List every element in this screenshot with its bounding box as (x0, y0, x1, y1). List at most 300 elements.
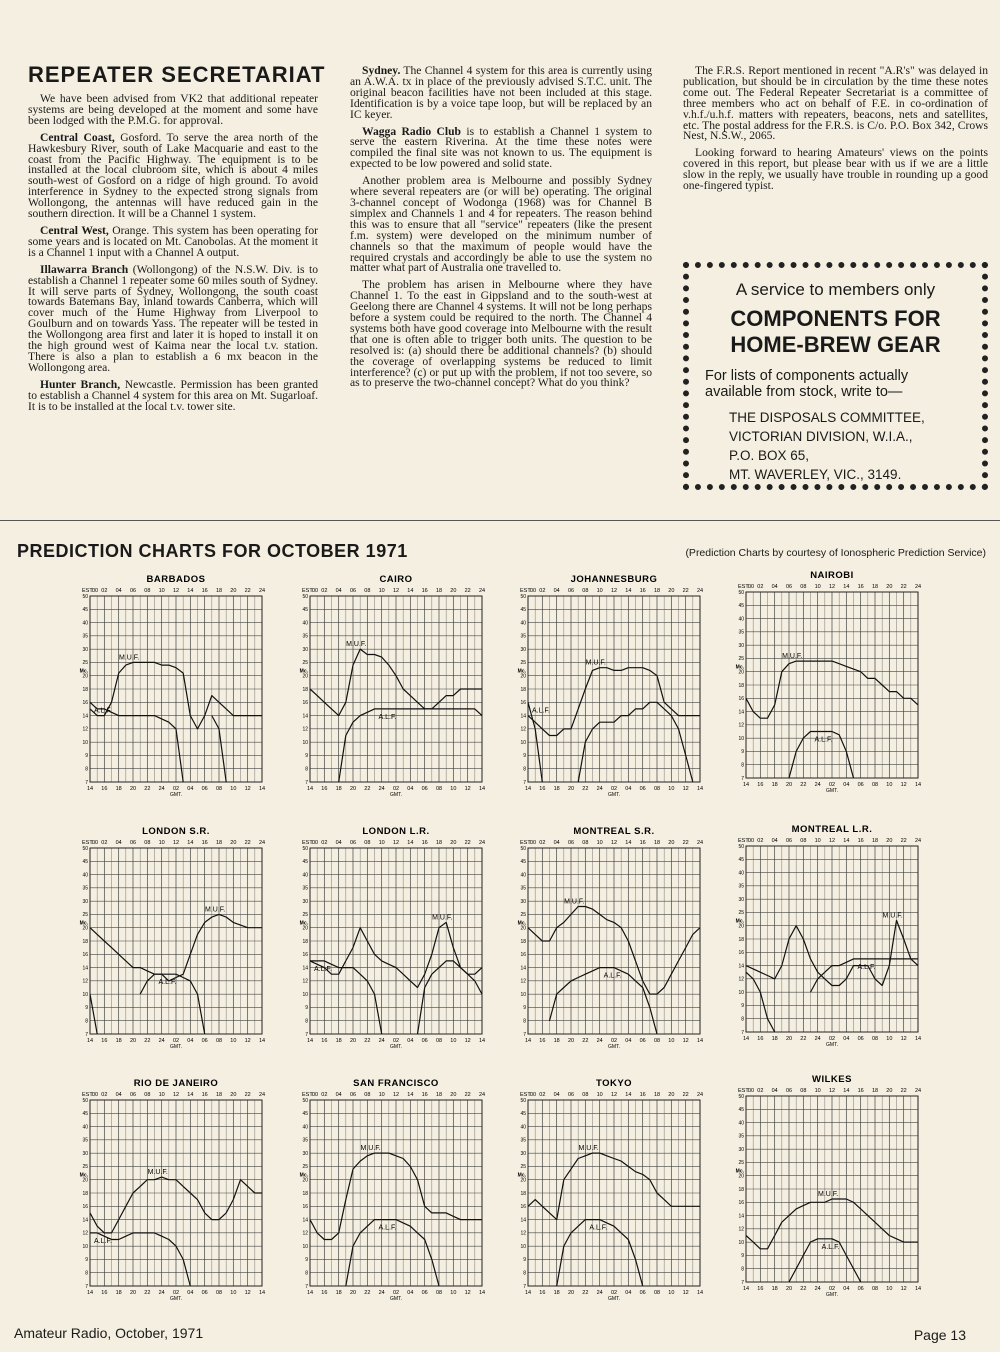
y-tick-label: 16 (738, 1200, 744, 1207)
y-tick-label: 35 (302, 633, 308, 640)
gmt-tick-label: 16 (757, 782, 764, 788)
est-tick-label: 10 (596, 840, 603, 846)
gmt-tick-label: 08 (871, 1036, 879, 1042)
chart-title: WILKES (812, 1074, 852, 1085)
chart-svg (299, 570, 492, 810)
gmt-tick-label: 04 (187, 786, 194, 792)
y-tick-label: 10 (302, 991, 308, 998)
paragraph-lead: Wagga Radio Club (362, 124, 461, 138)
est-tick-label: 24 (478, 588, 486, 594)
y-tick-label: 14 (520, 713, 526, 720)
y-tick-label: 8 (741, 1266, 744, 1273)
est-tick-label: 20 (230, 840, 237, 846)
y-tick-label: 40 (520, 1124, 526, 1131)
y-tick-label: 35 (738, 1133, 744, 1140)
y-tick-label: 16 (738, 696, 744, 703)
est-tick-label: 02 (101, 588, 108, 594)
charts-credit: (Prediction Charts by courtesy of Ionospheric Prediction Service) (685, 547, 986, 559)
gmt-tick-label: 16 (321, 1038, 328, 1044)
y-tick-label: 16 (82, 1204, 88, 1211)
y-tick-label: 18 (82, 938, 88, 945)
gmt-tick-label: 22 (582, 1038, 589, 1044)
gmt-tick-label: 10 (886, 1036, 893, 1042)
est-tick-label: 20 (450, 840, 457, 846)
est-tick-label: 10 (378, 840, 385, 846)
est-tick-label: 10 (158, 1092, 165, 1098)
paragraph-lead: Illawarra Branch (40, 262, 129, 276)
y-unit-label: Mc. (735, 1168, 744, 1175)
gmt-tick-label: 02 (610, 786, 618, 792)
est-tick-label: 00 (747, 1088, 755, 1094)
est-tick-label: 22 (244, 588, 251, 594)
est-tick-label: 22 (682, 588, 689, 594)
y-tick-label: 30 (520, 1150, 526, 1157)
est-tick-label: 22 (464, 1092, 471, 1098)
est-tick-label: 14 (407, 840, 414, 846)
est-axis-label: EST. (82, 588, 94, 594)
y-tick-label: 45 (520, 1111, 526, 1118)
y-tick-label: 30 (302, 1150, 308, 1157)
y-tick-label: 40 (82, 872, 88, 879)
est-tick-label: 00 (311, 588, 319, 594)
est-tick-label: 18 (653, 840, 661, 846)
est-axis-label: EST. (520, 1092, 532, 1098)
y-tick-label: 40 (520, 620, 526, 627)
est-tick-label: 04 (335, 1092, 342, 1098)
y-tick-label: 25 (738, 1160, 744, 1167)
gmt-tick-label: 02 (610, 1290, 618, 1296)
article-column-3 (683, 66, 988, 198)
y-tick-label: 40 (302, 872, 308, 879)
alf-label: A.L.F. (158, 979, 177, 987)
y-tick-label: 18 (738, 1186, 744, 1193)
paragraph (350, 280, 652, 389)
y-tick-label: 8 (305, 766, 308, 773)
gmt-tick-label: 12 (682, 1290, 689, 1296)
y-tick-label: 18 (302, 938, 308, 945)
est-tick-label: 20 (886, 838, 893, 844)
est-tick-label: 24 (258, 588, 266, 594)
gmt-tick-label: 22 (364, 1038, 371, 1044)
advert-address-line-4: MT. WAVERLEY, VIC., 3149. (729, 467, 902, 482)
gmt-tick-label: 06 (857, 1286, 864, 1292)
est-tick-label: 10 (596, 1092, 603, 1098)
gmt-tick-label: 24 (814, 1036, 821, 1042)
y-tick-label: 45 (520, 607, 526, 614)
gmt-tick-label: 12 (900, 1036, 907, 1042)
gmt-tick-label: 20 (349, 786, 357, 792)
y-tick-label: 50 (302, 845, 308, 852)
advert-headline (689, 306, 982, 358)
est-tick-label: 14 (407, 588, 414, 594)
y-tick-label: 10 (302, 739, 308, 746)
est-tick-label: 00 (529, 1092, 537, 1098)
gmt-tick-label: 22 (800, 782, 807, 788)
gmt-tick-label: 20 (129, 1038, 137, 1044)
y-tick-label: 7 (523, 1031, 526, 1038)
alf-label: A.L.F. (94, 707, 112, 715)
gmt-tick-label: 20 (785, 1286, 793, 1292)
chart-title: SAN FRANCISCO (353, 1078, 439, 1089)
est-tick-label: 08 (582, 1092, 589, 1098)
y-tick-label: 12 (302, 1230, 308, 1237)
y-tick-label: 14 (738, 963, 744, 970)
gmt-tick-label: 22 (582, 1290, 589, 1296)
est-tick-label: 24 (258, 1092, 266, 1098)
paragraph (683, 148, 988, 192)
y-tick-label: 16 (520, 1204, 526, 1211)
est-tick-label: 20 (668, 1092, 675, 1098)
y-tick-label: 40 (82, 1124, 88, 1131)
gmt-tick-label: 04 (625, 786, 632, 792)
y-tick-label: 45 (302, 1111, 308, 1118)
y-tick-label: 14 (520, 965, 526, 972)
y-tick-label: 8 (305, 1270, 308, 1277)
y-tick-label: 14 (302, 965, 308, 972)
y-tick-label: 8 (523, 1018, 526, 1025)
prediction-chart (517, 1074, 710, 1314)
gmt-axis-label: GMT. (170, 1296, 182, 1302)
gmt-tick-label: 08 (435, 786, 443, 792)
y-tick-label: 18 (82, 1190, 88, 1197)
y-tick-label: 16 (302, 700, 308, 707)
est-tick-label: 02 (321, 840, 328, 846)
est-tick-label: 14 (187, 840, 194, 846)
y-tick-label: 40 (302, 1124, 308, 1131)
alf-label: A.L.F. (589, 1224, 608, 1232)
est-tick-label: 16 (421, 1092, 428, 1098)
est-tick-label: 18 (653, 588, 661, 594)
y-tick-label: 8 (85, 766, 88, 773)
est-tick-label: 22 (900, 1088, 907, 1094)
gmt-tick-label: 18 (771, 1286, 778, 1292)
advert-body-line-1: For lists of components actually (705, 368, 909, 384)
gmt-tick-label: 04 (843, 1286, 850, 1292)
gmt-tick-label: 24 (596, 786, 603, 792)
est-tick-label: 14 (843, 838, 850, 844)
est-tick-label: 00 (91, 588, 99, 594)
gmt-tick-label: 02 (828, 782, 836, 788)
gmt-tick-label: 06 (421, 1290, 428, 1296)
gmt-tick-label: 24 (596, 1038, 603, 1044)
y-tick-label: 35 (82, 885, 88, 892)
est-axis-label: EST. (738, 838, 750, 844)
gmt-tick-label: 14 (914, 1286, 922, 1292)
gmt-tick-label: 10 (668, 1038, 675, 1044)
est-tick-label: 12 (172, 588, 180, 594)
est-tick-label: 14 (625, 588, 632, 594)
est-tick-label: 10 (814, 584, 821, 590)
est-tick-label: 18 (215, 840, 223, 846)
y-tick-label: 7 (741, 1029, 744, 1036)
gmt-tick-label: 04 (625, 1290, 632, 1296)
advert-headline-line-1: COMPONENTS FOR (730, 306, 941, 331)
est-axis-label: EST. (738, 584, 750, 590)
gmt-tick-label: 16 (101, 786, 108, 792)
gmt-axis-label: GMT. (608, 1296, 620, 1302)
y-tick-label: 50 (302, 593, 308, 600)
y-tick-label: 12 (302, 726, 308, 733)
y-tick-label: 40 (302, 620, 308, 627)
y-tick-label: 16 (82, 952, 88, 959)
gmt-tick-label: 12 (244, 1290, 251, 1296)
y-tick-label: 10 (82, 1243, 88, 1250)
chart-svg (735, 820, 928, 1060)
gmt-tick-label: 14 (696, 1038, 704, 1044)
prediction-chart (79, 822, 272, 1062)
gmt-tick-label: 14 (478, 1290, 486, 1296)
gmt-tick-label: 06 (639, 786, 646, 792)
chart-svg (517, 822, 710, 1062)
y-tick-label: 25 (520, 660, 526, 667)
y-tick-label: 12 (738, 976, 744, 983)
paragraph-text: The problem has arisen in Melbourne where they have Channel 1. To the east in Gippsland and to the south-west at Geelong there are Channel 4 systems. It will not be long perhaps before a system could be required to the north. The Channel 4 systems both have good coverage into Melbourne with the result that one is often able to trigger both units. The question to be resolved is: (a) should there be additional channels? (b) should the coverage of overlapping systems be reduced to limit interference? (c) or put up with the problem, if not too severe, so as to preserve the two-channel concept? What do you think? (350, 278, 652, 390)
y-tick-label: 20 (738, 669, 744, 676)
est-tick-label: 08 (800, 838, 807, 844)
chart-svg (517, 1074, 710, 1314)
est-tick-label: 20 (886, 584, 893, 590)
alf-label: A.L.F. (814, 736, 833, 744)
prediction-chart (735, 1070, 928, 1310)
est-tick-label: 00 (529, 588, 537, 594)
est-tick-label: 20 (886, 1088, 893, 1094)
y-tick-label: 9 (741, 1253, 744, 1260)
alf-label: A.L.F. (532, 707, 550, 715)
y-tick-label: 40 (738, 1120, 744, 1127)
gmt-tick-label: 14 (742, 782, 750, 788)
y-unit-label: Mc. (735, 664, 744, 671)
chart-svg (735, 566, 928, 806)
est-tick-label: 22 (464, 840, 471, 846)
gmt-tick-label: 14 (86, 1038, 94, 1044)
alf-label: A.L.F. (857, 963, 876, 971)
y-tick-label: 10 (738, 989, 744, 996)
est-tick-label: 00 (311, 1092, 319, 1098)
est-tick-label: 12 (610, 588, 618, 594)
gmt-tick-label: 14 (258, 786, 266, 792)
est-tick-label: 18 (871, 838, 879, 844)
est-tick-label: 20 (450, 1092, 457, 1098)
article-title: REPEATER SECRETARIAT (28, 62, 326, 87)
est-tick-label: 12 (828, 1088, 836, 1094)
gmt-tick-label: 24 (378, 1290, 385, 1296)
est-tick-label: 08 (144, 1092, 151, 1098)
y-tick-label: 9 (305, 753, 308, 760)
gmt-axis-label: GMT. (826, 1292, 838, 1298)
est-tick-label: 04 (115, 1092, 122, 1098)
paragraph-text: Gosford. To serve the area north of the Hawkesbury River, south of Lake Macquarie and east to the coast from the Pacific Highway. The equipment is to be installed at the local clubroom site, which is about 4 miles south-west of Gosford on a ridge of high ground. To avoid interference in Sydney to the expected strong signals from Wollongong, the antennas will have reduced gain in the southern direction. It will be a Channel 1 system. (28, 130, 318, 221)
est-axis-label: EST. (520, 588, 532, 594)
y-tick-label: 18 (302, 686, 308, 693)
est-tick-label: 06 (349, 1092, 357, 1098)
est-tick-label: 24 (478, 840, 486, 846)
y-tick-label: 14 (738, 1213, 744, 1220)
est-tick-label: 08 (144, 588, 151, 594)
prediction-chart (299, 570, 492, 810)
paragraph-text: We have been advised from VK2 that additional repeater systems are being developed at the moment and some have been lodged with the P.M.G. for approval. (28, 92, 318, 127)
est-tick-label: 02 (539, 840, 546, 846)
est-tick-label: 00 (747, 838, 755, 844)
est-tick-label: 02 (321, 588, 328, 594)
paragraph-text: The Channel 4 system for this area is currently using an A.W.A. tx in place of the previously advised S.T.C. unit. The original beacon facilities have not been included at this stage. Identification is by a voice tape loop, but will be replaced by an IC keyer. (350, 64, 652, 121)
gmt-tick-label: 12 (464, 1038, 471, 1044)
gmt-tick-label: 08 (653, 1038, 661, 1044)
gmt-tick-label: 20 (567, 1038, 575, 1044)
advert-address-line-3: P.O. BOX 65, (729, 448, 810, 463)
est-tick-label: 18 (871, 584, 879, 590)
alf-label: A.L.F. (378, 1224, 397, 1232)
est-tick-label: 10 (158, 840, 165, 846)
y-tick-label: 8 (305, 1018, 308, 1025)
y-tick-label: 12 (82, 1230, 88, 1237)
paragraph (28, 223, 318, 259)
gmt-tick-label: 14 (478, 786, 486, 792)
est-axis-label: EST. (738, 1088, 750, 1094)
alf-label: A.L.F. (821, 1243, 840, 1251)
gmt-axis-label: GMT. (390, 1044, 402, 1050)
est-tick-label: 02 (757, 1088, 764, 1094)
advert-address-line-2: VICTORIAN DIVISION, W.I.A., (729, 429, 913, 444)
y-tick-label: 50 (738, 843, 744, 850)
est-tick-label: 14 (407, 1092, 414, 1098)
paragraph-text: (Wollongong) of the N.S.W. Div. is to establish a Channel 1 repeater some 60 miles south of Sydney. It will serve parts of Sydney, Wollongong, the south coast towards Batemans Bay, inland towards Canberra, which will cover much of the Hume Highway from Liverpool to Goulburn and on towards Yass. The repeater will be tested in the Wollongong area first and later it is hoped to install it on the high ground west of Kaima near the local t.v. station. There is also a plan to establish a 6 mx beacon in the Wollongong area. (28, 262, 319, 374)
gmt-tick-label: 18 (335, 1290, 342, 1296)
alf-label: A.L.F. (94, 1237, 112, 1245)
est-tick-label: 02 (539, 1092, 546, 1098)
gmt-tick-label: 20 (785, 1036, 793, 1042)
alf-label: A.L.F. (603, 972, 622, 980)
est-axis-label: EST. (302, 840, 314, 846)
y-tick-label: 18 (82, 686, 88, 693)
est-tick-label: 06 (785, 584, 793, 590)
y-tick-label: 35 (302, 885, 308, 892)
gmt-tick-label: 08 (215, 1038, 223, 1044)
est-tick-label: 02 (757, 584, 764, 590)
est-tick-label: 22 (244, 840, 251, 846)
y-unit-label: Mc. (299, 920, 308, 927)
gmt-tick-label: 10 (450, 1038, 457, 1044)
gmt-axis-label: GMT. (826, 1042, 838, 1048)
gmt-tick-label: 18 (115, 1038, 122, 1044)
y-tick-label: 20 (302, 925, 308, 932)
gmt-tick-label: 24 (158, 1290, 165, 1296)
y-tick-label: 25 (82, 660, 88, 667)
article-column-1 (28, 94, 318, 418)
gmt-tick-label: 22 (364, 1290, 371, 1296)
est-tick-label: 12 (172, 1092, 180, 1098)
chart-svg (517, 570, 710, 810)
y-tick-label: 14 (302, 713, 308, 720)
est-tick-label: 18 (653, 1092, 661, 1098)
est-tick-label: 14 (843, 1088, 850, 1094)
est-tick-label: 10 (814, 1088, 821, 1094)
est-tick-label: 16 (857, 838, 864, 844)
est-tick-label: 22 (682, 840, 689, 846)
gmt-tick-label: 02 (172, 1038, 180, 1044)
gmt-tick-label: 10 (886, 782, 893, 788)
est-tick-label: 06 (349, 588, 357, 594)
y-unit-label: Mc. (79, 1172, 88, 1179)
gmt-tick-label: 10 (668, 786, 675, 792)
chart-title: MONTREAL L.R. (791, 824, 873, 835)
est-tick-label: 16 (857, 584, 864, 590)
components-advert (683, 262, 988, 490)
prediction-chart (517, 822, 710, 1062)
muf-label: M.U.F. (585, 659, 606, 667)
y-tick-label: 16 (520, 700, 526, 707)
est-tick-label: 04 (335, 840, 342, 846)
y-tick-label: 40 (520, 872, 526, 879)
gmt-tick-label: 14 (258, 1290, 266, 1296)
gmt-tick-label: 06 (857, 1036, 864, 1042)
y-unit-label: Mc. (517, 920, 526, 927)
gmt-tick-label: 14 (742, 1036, 750, 1042)
est-tick-label: 18 (215, 1092, 223, 1098)
gmt-tick-label: 16 (757, 1286, 764, 1292)
gmt-tick-label: 12 (464, 786, 471, 792)
gmt-tick-label: 24 (596, 1290, 603, 1296)
gmt-tick-label: 02 (828, 1036, 836, 1042)
est-tick-label: 08 (364, 840, 371, 846)
muf-label: M.U.F. (782, 653, 803, 661)
est-tick-label: 06 (567, 840, 575, 846)
y-unit-label: Mc. (299, 668, 308, 675)
gmt-tick-label: 16 (321, 786, 328, 792)
gmt-tick-label: 10 (450, 1290, 457, 1296)
y-unit-label: Mc. (79, 920, 88, 927)
gmt-tick-label: 18 (335, 1038, 342, 1044)
gmt-axis-label: GMT. (170, 1044, 182, 1050)
gmt-axis-label: GMT. (390, 792, 402, 798)
gmt-tick-label: 20 (785, 782, 793, 788)
gmt-tick-label: 22 (364, 786, 371, 792)
est-tick-label: 14 (843, 584, 850, 590)
est-tick-label: 06 (785, 838, 793, 844)
est-tick-label: 04 (553, 588, 560, 594)
chart-svg (299, 1074, 492, 1314)
gmt-tick-label: 16 (101, 1038, 108, 1044)
est-tick-label: 02 (321, 1092, 328, 1098)
est-tick-label: 06 (129, 588, 137, 594)
footer-publication: Amateur Radio, October, 1971 (14, 1325, 204, 1341)
gmt-tick-label: 06 (639, 1038, 646, 1044)
y-tick-label: 45 (738, 1107, 744, 1114)
gmt-tick-label: 22 (144, 1290, 151, 1296)
advert-address (729, 408, 982, 484)
section-divider (0, 520, 1000, 521)
gmt-tick-label: 24 (158, 1038, 165, 1044)
est-tick-label: 12 (610, 1092, 618, 1098)
y-tick-label: 12 (302, 978, 308, 985)
y-tick-label: 50 (738, 589, 744, 596)
y-tick-label: 9 (85, 753, 88, 760)
y-tick-label: 25 (738, 910, 744, 917)
est-tick-label: 12 (828, 584, 836, 590)
gmt-tick-label: 04 (187, 1290, 194, 1296)
est-tick-label: 12 (172, 840, 180, 846)
paragraph (28, 262, 319, 374)
y-tick-label: 50 (82, 593, 88, 600)
y-tick-label: 50 (82, 845, 88, 852)
gmt-tick-label: 20 (129, 1290, 137, 1296)
gmt-tick-label: 12 (900, 782, 907, 788)
est-tick-label: 06 (129, 1092, 137, 1098)
gmt-tick-label: 10 (668, 1290, 675, 1296)
paragraph-text: The F.R.S. Report mentioned in recent "A.R's" was delayed in publication, but should be in circulation by the time these notes come out. The Federal Repeater Secretariat is a committee of three members who act on behalf of F.E. in co-ordination of v.h.f./u.h.f. matters with repeaters, beacons, nets and satellites, etc. The postal address for the F.R.S. is C/o. P.O. Box 342, Crows Nest, N.S.W., 2065. (683, 64, 988, 143)
est-tick-label: 10 (158, 588, 165, 594)
y-tick-label: 25 (302, 660, 308, 667)
y-tick-label: 30 (302, 646, 308, 653)
